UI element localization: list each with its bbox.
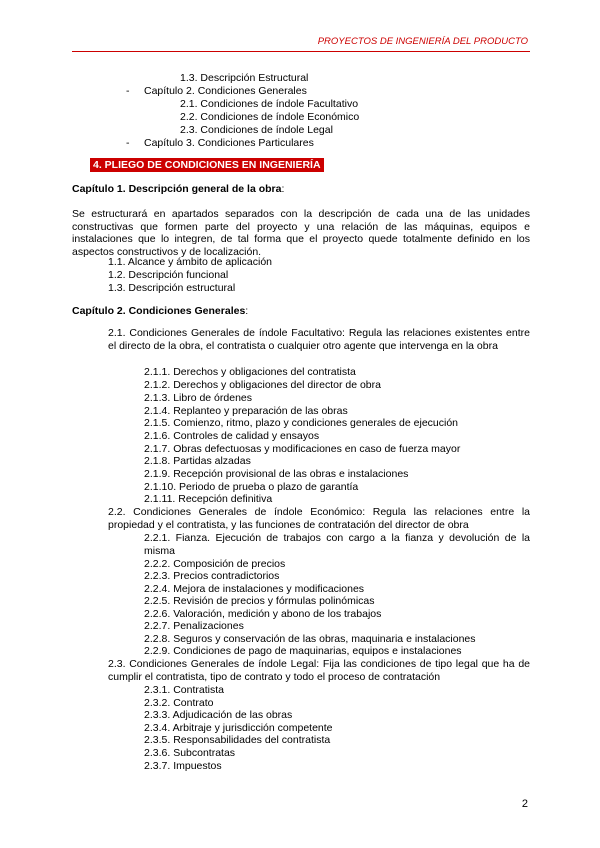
list-item: 2.3.5. Responsabilidades del contratista bbox=[144, 734, 331, 746]
chapter-1-item: 1.2. Descripción funcional bbox=[108, 269, 229, 281]
list-item: 2.2.6. Valoración, medición y abono de los trabajos bbox=[144, 608, 382, 620]
toc-item: 2.3. Condiciones de índole Legal bbox=[180, 124, 333, 136]
list-item: 2.1.1. Derechos y obligaciones del contratista bbox=[144, 366, 356, 378]
toc-item: 1.3. Descripción Estructural bbox=[180, 72, 309, 84]
list-item: 2.1.7. Obras defectuosas y modificaciones en caso de fuerza mayor bbox=[144, 443, 461, 455]
toc-dash: - bbox=[126, 85, 130, 97]
list-item: 2.1.2. Derechos y obligaciones del director de obra bbox=[144, 379, 381, 391]
list-item: 2.3.2. Contrato bbox=[144, 697, 214, 709]
list-item: 2.2.5. Revisión de precios y fórmulas polinómicas bbox=[144, 595, 375, 607]
list-item: 2.1.6. Controles de calidad y ensayos bbox=[144, 430, 320, 442]
list-item: 2.2.9. Condiciones de pago de maquinarias, equipos e instalaciones bbox=[144, 645, 462, 657]
list-item: 2.1.10. Periodo de prueba o plazo de garantía bbox=[144, 481, 359, 493]
list-item: 2.3.1. Contratista bbox=[144, 684, 224, 696]
list-item: 2.1.11. Recepción definitiva bbox=[144, 493, 273, 505]
toc-dash: - bbox=[126, 137, 130, 149]
list-item: 2.3.6. Subcontratas bbox=[144, 747, 236, 759]
chapter-1-title-suffix: : bbox=[281, 183, 285, 195]
toc-item: Capítulo 2. Condiciones Generales bbox=[144, 85, 307, 97]
chapter-1-title bbox=[72, 183, 284, 196]
list-item: 2.3.3. Adjudicación de las obras bbox=[144, 709, 293, 721]
chapter-2-title bbox=[72, 305, 248, 318]
list-item: 2.1.4. Replanteo y preparación de las obras bbox=[144, 405, 348, 417]
toc-item: 2.2. Condiciones de índole Económico bbox=[180, 111, 360, 123]
chapter-2-title-suffix: : bbox=[245, 305, 249, 317]
header-rule bbox=[72, 51, 530, 52]
list-item: 2.1.3. Libro de órdenes bbox=[144, 392, 252, 404]
chapter-1-title-text: Capítulo 1. Descripción general de la obra bbox=[72, 183, 282, 195]
list-item: 2.2.1. Fianza. Ejecución de trabajos con cargo a la fianza y devolución de la misma bbox=[144, 532, 530, 557]
list-item: 2.2.3. Precios contradictorios bbox=[144, 570, 280, 582]
chapter-1-item: 1.3. Descripción estructural bbox=[108, 282, 236, 294]
toc-item: 2.1. Condiciones de índole Facultativo bbox=[180, 98, 359, 110]
list-item: 2.1.5. Comienzo, ritmo, plazo y condiciones generales de ejecución bbox=[144, 417, 459, 429]
toc-item: Capítulo 3. Condiciones Particulares bbox=[144, 137, 314, 149]
section-2-2-paragraph: 2.2. Condiciones Generales de índole Económico: Regula las relaciones entre la propiedad y el contratista, y las funciones de contratación del director de obra bbox=[108, 506, 530, 531]
running-header: PROYECTOS DE INGENIERÍA DEL PRODUCTO bbox=[317, 36, 528, 47]
list-item: 2.2.8. Seguros y conservación de las obras, maquinaria e instalaciones bbox=[144, 633, 476, 645]
list-item: 2.2.7. Penalizaciones bbox=[144, 620, 244, 632]
list-item: 2.2.4. Mejora de instalaciones y modificaciones bbox=[144, 583, 365, 595]
list-item: 2.1.9. Recepción provisional de las obras e instalaciones bbox=[144, 468, 409, 480]
section-heading: 4. PLIEGO DE CONDICIONES EN INGENIERÍA bbox=[90, 158, 324, 172]
section-2-1-paragraph: 2.1. Condiciones Generales de índole Facultativo: Regula las relaciones existentes entre el directo de la obra, el contratista o cualquier otro agente que intervenga en la obra bbox=[108, 327, 530, 352]
list-item: 2.3.4. Arbitraje y jurisdicción competente bbox=[144, 722, 333, 734]
list-item: 2.1.8. Partidas alzadas bbox=[144, 455, 251, 467]
section-2-3-paragraph: 2.3. Condiciones Generales de índole Legal: Fija las condiciones de tipo legal que ha de cumplir el contratista, tipo de contrato y todo el proceso de contratación bbox=[108, 658, 530, 683]
chapter-2-title-text: Capítulo 2. Condiciones Generales bbox=[72, 305, 246, 317]
list-item: 2.3.7. Impuestos bbox=[144, 760, 222, 772]
chapter-1-item: 1.1. Alcance y ámbito de aplicación bbox=[108, 256, 273, 268]
chapter-1-paragraph: Se estructurará en apartados separados con la descripción de cada una de las unidades constructivas que formen parte del proyecto y una relación de las máquinas, equipos e instalaciones que lo integren, de tal forma que el proyecto quede totalmente definido en los aspectos constructivos y de localización. bbox=[72, 208, 530, 258]
page-number: 2 bbox=[521, 798, 528, 810]
list-item: 2.2.2. Composición de precios bbox=[144, 558, 286, 570]
